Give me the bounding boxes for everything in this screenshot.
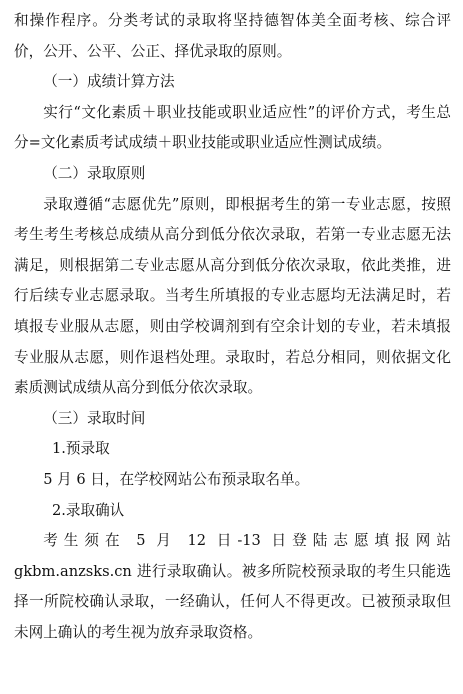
paragraph-intro: 和操作程序。分类考试的录取将坚持德智体美全面考核、综合评价，公开、公平、公正、择优录取的原则。	[14, 12, 451, 60]
paragraph-admission-confirm: 考生须在 5 月 12 日-13 日登陆志愿填报网站 gkbm.anzsks.cn 进行录取确认。被多所院校预录取的考生只能选择一所院校确认录取，一经确认，任何人不得更改。已被预录取但未网上确认的考生视为放弃录取资格。	[14, 532, 451, 641]
subheading-pre-admission: 1.预录取	[51, 440, 110, 458]
subheading-admission-confirm: 2.录取确认	[51, 501, 125, 519]
paragraph-admission-principle: 录取遵循“志愿优先”原则，即根据考生的第一专业志愿，按照考生考生考核总成绩从高分到低分依次录取，若第一专业志愿无法满足，则根据第二专业志愿从高分到低分依次录取，依此类推，进行后续专业志愿录取。当考生所填报的专业志愿均无法满足时，若填报专业服从志愿，则由学校调剂到有空余计划的专业，若未填报专业服从志愿，则作退档处理。录取时，若总分相同，则依据文化素质测试成绩从高分到低分依次录取。	[14, 195, 451, 397]
heading-score-method: （一）成绩计算方法	[43, 73, 175, 91]
heading-admission-principle: （二）录取原则	[43, 164, 146, 182]
paragraph-pre-admission: 5 月 6 日，在学校网站公布预录取名单。	[43, 470, 310, 488]
heading-admission-time: （三）录取时间	[43, 409, 146, 427]
paragraph-score-method: 实行“文化素质＋职业技能或职业适应性”的评价方式，考生总分=文化素质考试成绩＋职业技能或职业适应性测试成绩。	[14, 103, 451, 152]
